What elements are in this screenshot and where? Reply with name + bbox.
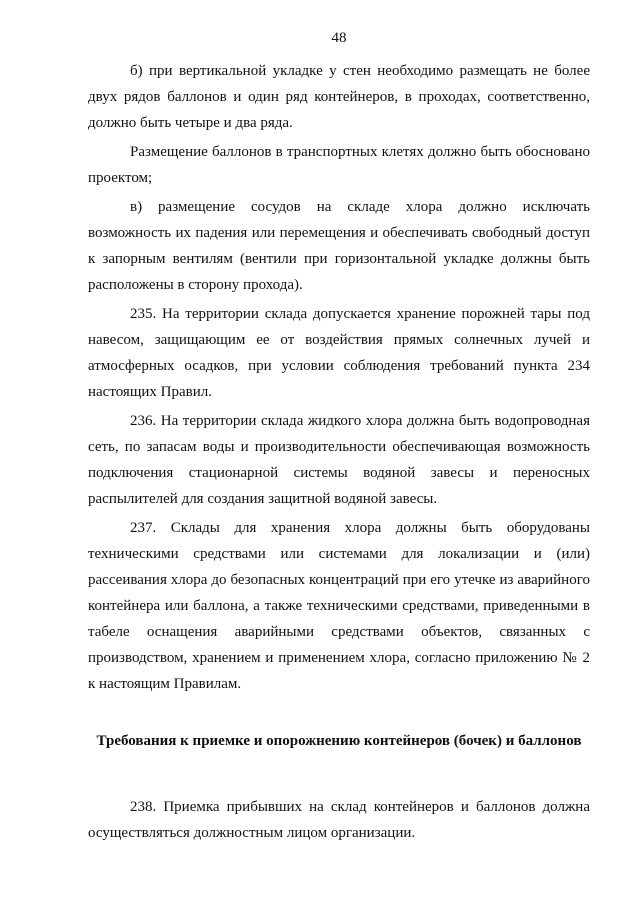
section-heading: Требования к приемке и опорожнению контейнеров (бочек) и баллонов bbox=[96, 733, 582, 749]
paragraph-v-vessel-placement: в) размещение сосудов на складе хлора должно исключать возможность их падения или перемещения и обеспечивать свободный доступ к запорным вентилям (вентили при горизонтальной укладке должны быть расположены в сторону прохода). bbox=[88, 199, 590, 293]
paragraph-transport-cages: Размещение баллонов в транспортных клетях должно быть обосновано проектом; bbox=[88, 144, 590, 186]
document-page bbox=[88, 30, 590, 849]
paragraph-b-vertical-stacking: б) при вертикальной укладке у стен необходимо размещать не более двух рядов баллонов и один ряд контейнеров, в проходах, соответственно, должно быть четыре и два ряда. bbox=[88, 63, 590, 131]
page-number: 48 bbox=[331, 30, 347, 46]
paragraph-237: 237. Склады для хранения хлора должны быть оборудованы техническими средствами или системами для локализации и (или) рассеивания хлора до безопасных концентраций при его утечке из аварийного контейнера или баллона, а также техническими средствами, приведенными в табеле оснащения аварийными средствами объектов, связанных с производством, хранением и применением хлора, согласно приложению № 2 к настоящим Правилам. bbox=[88, 520, 590, 692]
paragraph-238: 238. Приемка прибывших на склад контейнеров и баллонов должна осуществляться должностным лицом организации. bbox=[88, 799, 590, 841]
paragraph-235: 235. На территории склада допускается хранение порожней тары под навесом, защищающим ее от воздействия прямых солнечных лучей и атмосферных осадков, при условии соблюдения требований пункта 234 настоящих Правил. bbox=[88, 306, 590, 400]
paragraph-236: 236. На территории склада жидкого хлора должна быть водопроводная сеть, по запасам воды и производительности обеспечивающая возможность подключения стационарной системы водяной завесы и переносных распылителей для создания защитной водяной завесы. bbox=[88, 413, 590, 507]
